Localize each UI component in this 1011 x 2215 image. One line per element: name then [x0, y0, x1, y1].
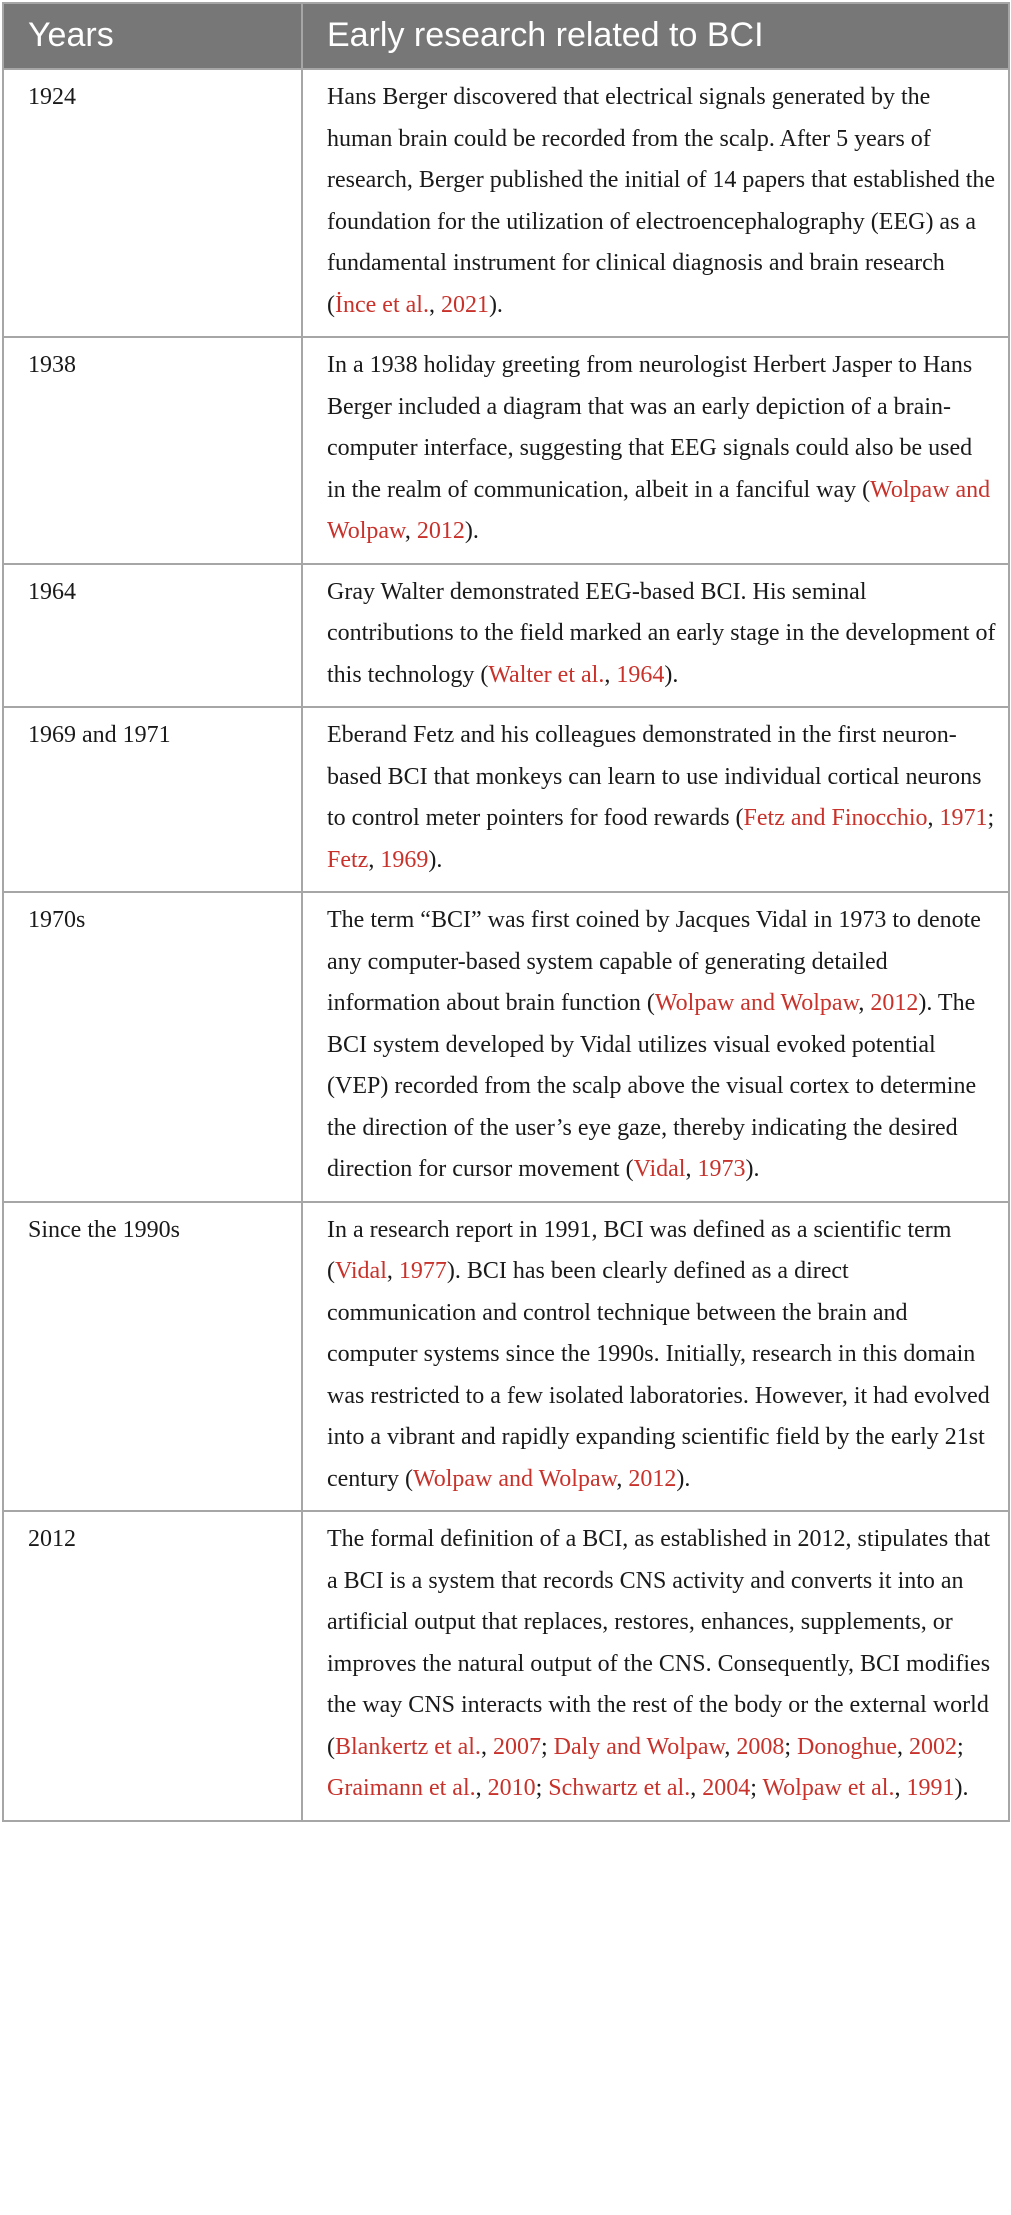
- description-text: ,: [368, 846, 381, 873]
- description-text: The term “BCI” was first coined by Jacques Vidal in 1973 to denote any computer-based system capable of generating detailed information about brain function (: [327, 907, 981, 1016]
- description-text: In a research report in 1991, BCI was defined as a scientific term (: [327, 1216, 952, 1284]
- description-text: ,: [475, 1775, 488, 1801]
- citation-link[interactable]: Vidal: [633, 1156, 686, 1182]
- description-text: ). BCI has been clearly defined as a direct communication and control technique between the brain and computer systems since the 1990s. Initially, research in this domain was restricted to a few isolated laboratories. However, it had evolved into a vibrant and rapidly expanding scientific field by the early 21st century (: [327, 1258, 990, 1492]
- citation-link[interactable]: 2004: [702, 1775, 751, 1801]
- year-cell: 1938: [3, 337, 302, 564]
- citation-link[interactable]: 1971: [939, 805, 988, 831]
- citation-link[interactable]: 2012: [628, 1465, 677, 1492]
- citation-link[interactable]: Fetz and Finocchio: [743, 805, 928, 831]
- description-text: ;: [987, 805, 995, 831]
- citation-link[interactable]: Wolpaw and Wolpaw: [654, 990, 859, 1016]
- citation-link[interactable]: 1977: [398, 1258, 447, 1284]
- year-cell: 1964: [3, 564, 302, 708]
- description-text: ).: [428, 846, 443, 873]
- description-cell: [302, 564, 1009, 708]
- year-cell: 1970s: [3, 892, 302, 1202]
- description-text: ).: [954, 1775, 969, 1801]
- description-text: ,: [428, 291, 441, 318]
- citation-link[interactable]: 2010: [487, 1775, 536, 1801]
- description-text: ;: [784, 1733, 797, 1760]
- citation-link[interactable]: 2008: [736, 1733, 785, 1760]
- citation-link[interactable]: 2007: [492, 1733, 541, 1760]
- citation-link[interactable]: Walter et al.: [488, 661, 605, 688]
- description-text: ,: [604, 661, 617, 688]
- header-early-research: Early research related to BCI: [302, 3, 1009, 69]
- description-cell: [302, 1202, 1009, 1512]
- description-cell: [302, 69, 1009, 337]
- table-row: [3, 1202, 1009, 1512]
- description-text: ;: [540, 1733, 554, 1760]
- description-text: ,: [894, 1775, 907, 1801]
- citation-link[interactable]: 2021: [440, 291, 489, 318]
- year-cell: 1969 and 1971: [3, 707, 302, 892]
- description-text: ,: [404, 518, 417, 544]
- citation-link[interactable]: 1973: [697, 1156, 746, 1182]
- description-text: ;: [535, 1775, 549, 1801]
- table-row: [3, 1511, 1009, 1821]
- citation-link[interactable]: Graimann et al.: [327, 1775, 476, 1801]
- table-row: [3, 69, 1009, 337]
- description-text: The formal definition of a BCI, as established in 2012, stipulates that a BCI is a system that records CNS activity and converts it into an artificial output that replaces, restores, enhances, supplements, or improves the natural output of the CNS. Consequently, BCI modifies the way CNS interacts with the rest of the body or the external world (: [327, 1526, 991, 1760]
- citation-link[interactable]: Schwartz et al.: [548, 1775, 691, 1801]
- citation-link[interactable]: Wolpaw and Wolpaw: [412, 1465, 617, 1492]
- description-text: ).: [664, 661, 679, 688]
- citation-link[interactable]: Vidal: [335, 1258, 387, 1284]
- description-text: ,: [927, 805, 940, 831]
- description-text: ;: [956, 1733, 964, 1760]
- citation-link[interactable]: Daly and Wolpaw: [553, 1733, 725, 1760]
- citation-link[interactable]: İnce et al.: [335, 291, 429, 318]
- citation-link[interactable]: 1964: [616, 661, 665, 688]
- description-text: ).: [745, 1156, 760, 1182]
- citation-link[interactable]: Wolpaw and Wolpaw: [327, 476, 991, 544]
- header-years: Years: [3, 3, 302, 69]
- citation-link[interactable]: 2012: [416, 518, 465, 544]
- description-text: ,: [480, 1733, 493, 1760]
- description-text: ,: [690, 1775, 703, 1801]
- description-text: ,: [896, 1733, 909, 1760]
- year-cell: 1924: [3, 69, 302, 337]
- citation-link[interactable]: 1991: [906, 1775, 955, 1801]
- description-text: ).: [464, 518, 479, 544]
- description-text: Hans Berger discovered that electrical signals generated by the human brain could be recorded from the scalp. After 5 years of research, Berger published the initial of 14 papers that established the foundation for the utilization of electroencephalography (EEG) as a fundamental instrument for clinical diagnosis and brain research (: [327, 84, 996, 318]
- citation-link[interactable]: 1969: [380, 846, 429, 873]
- citation-link[interactable]: 2002: [908, 1733, 957, 1760]
- description-text: ,: [685, 1156, 698, 1182]
- description-cell: [302, 707, 1009, 892]
- table-row: [3, 337, 1009, 564]
- table-row: [3, 892, 1009, 1202]
- description-text: ,: [724, 1733, 737, 1760]
- citation-link[interactable]: Donoghue: [796, 1733, 897, 1760]
- citation-link[interactable]: Wolpaw et al.: [762, 1775, 895, 1801]
- description-text: ).: [488, 291, 503, 318]
- description-cell: [302, 892, 1009, 1202]
- citation-link[interactable]: Fetz: [327, 846, 369, 873]
- bci-history-table: [2, 2, 1010, 1822]
- description-cell: [302, 1511, 1009, 1821]
- description-text: ,: [616, 1465, 629, 1492]
- citation-link[interactable]: 2012: [870, 990, 919, 1016]
- citation-link[interactable]: Blankertz et al.: [335, 1733, 481, 1760]
- description-cell: [302, 337, 1009, 564]
- table-header-row: [3, 3, 1009, 69]
- description-text: ;: [750, 1775, 763, 1801]
- description-text: In a 1938 holiday greeting from neurologist Herbert Jasper to Hans Berger included a diagram that was an early depiction of a brain-computer interface, suggesting that EEG signals could also be used in the realm of communication, albeit in a fanciful way (: [327, 352, 973, 503]
- description-text: Eberand Fetz and his colleagues demonstrated in the first neuron-based BCI that monkeys can learn to use individual cortical neurons to control meter pointers for food rewards (: [327, 722, 982, 831]
- description-text: ,: [386, 1258, 399, 1284]
- year-cell: Since the 1990s: [3, 1202, 302, 1512]
- description-text: ).: [676, 1465, 691, 1492]
- description-text: ). The BCI system developed by Vidal utilizes visual evoked potential (VEP) recorded from the scalp above the visual cortex to determine the direction of the user’s eye gaze, thereby indicating the desired direction for cursor movement (: [327, 990, 977, 1182]
- table-row: [3, 707, 1009, 892]
- table-row: [3, 564, 1009, 708]
- description-text: ,: [858, 990, 871, 1016]
- year-cell: 2012: [3, 1511, 302, 1821]
- description-text: Gray Walter demonstrated EEG-based BCI. His seminal contributions to the field marked an early stage in the development of this technology (: [327, 578, 996, 688]
